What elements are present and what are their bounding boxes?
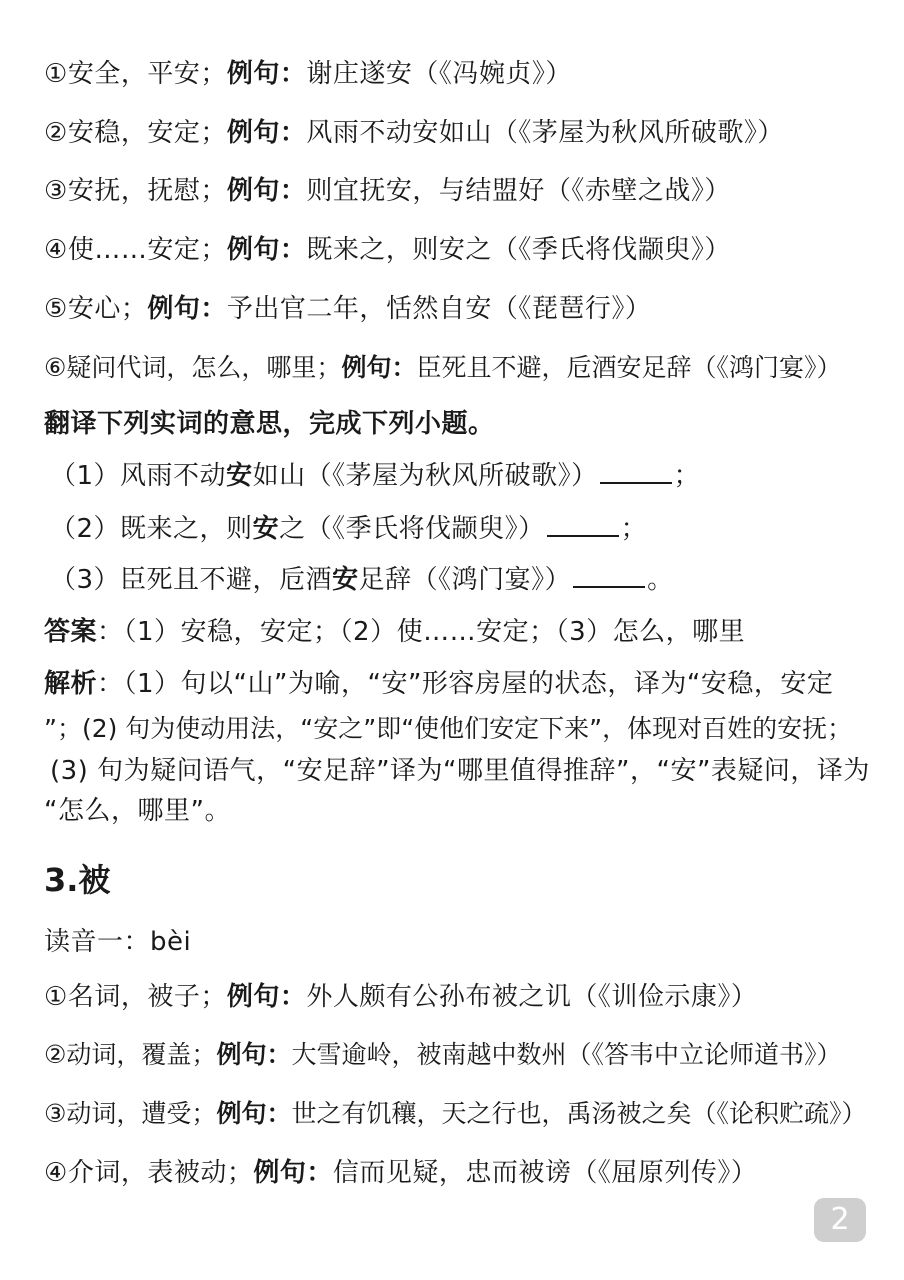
example-label: 例句： (226, 176, 307, 206)
bei-meaning-2 (44, 1035, 841, 1075)
example-text: 予出官二年，恬然自安（《琵琶行》） (226, 294, 652, 324)
meaning-num: ② (44, 1040, 67, 1069)
meaning-def: 动词，覆盖； (66, 1040, 217, 1069)
analysis-text: ：（1）句以“山”为喻，“安”形容房屋的状态，译为“安稳，安定 (97, 669, 834, 699)
meaning-num: ④ (44, 1158, 68, 1188)
exercise-item-1 (50, 456, 700, 496)
example-text: 臣死且不避，卮酒安足辞（《鸿门宴》） (416, 353, 842, 382)
meaning-num: ④ (44, 235, 68, 265)
example-text: 既来之，则安之（《季氏将伐颛臾》） (306, 235, 731, 265)
meaning-num: ① (44, 59, 68, 89)
example-label: 例句： (226, 982, 307, 1012)
meaning-def: 安抚，抚慰； (67, 176, 227, 206)
item-punct: 。 (647, 565, 674, 595)
analysis-line-3: (3) 句为疑问语气，“安足辞”译为“哪里值得推辞”，“安”表疑问，译为 (50, 756, 870, 786)
an-meaning-1 (44, 54, 572, 94)
item-key-word: 安 (252, 514, 280, 544)
answer-blank[interactable] (547, 509, 619, 537)
answer-blank[interactable] (573, 560, 645, 588)
example-label: 例句： (226, 118, 307, 148)
item-key-word: 安 (226, 461, 253, 491)
an-meaning-6 (44, 348, 841, 388)
item-text: 如山（《茅屋为秋风所破歌》） (252, 461, 598, 491)
answer-label: 答案 (44, 617, 98, 647)
meaning-def: 安稳，安定； (67, 118, 227, 148)
item-punct: ； (620, 514, 648, 544)
meaning-def: 名词，被子； (67, 982, 227, 1012)
item-num: （2） (50, 514, 121, 544)
example-label: 例句： (226, 235, 307, 265)
an-meaning-2 (44, 113, 784, 153)
example-label: 例句： (147, 294, 227, 324)
item-text: 既来之，则 (120, 514, 253, 544)
item-text: 风雨不动 (120, 461, 227, 491)
meaning-def: 动词，遭受； (66, 1099, 217, 1128)
meaning-def: 疑问代词，怎么，哪里； (66, 353, 342, 382)
answer-line (44, 612, 745, 652)
item-text: 之（《季氏将伐颛臾》） (279, 514, 545, 544)
item-text: 足辞（《鸿门宴》） (358, 565, 572, 595)
analysis-line-1 (44, 664, 833, 704)
analysis-line-2: ”；(2) 句为使动用法，“安之”即“使他们安定下来”，体现对百姓的安抚； (44, 714, 853, 743)
example-label: 例句： (253, 1158, 333, 1188)
page-number-badge: 2 (814, 1198, 866, 1242)
example-label: 例句： (216, 1040, 292, 1069)
meaning-num: ① (44, 982, 68, 1012)
example-text: 则宜抚安，与结盟好（《赤壁之战》） (306, 176, 731, 206)
meaning-num: ③ (44, 1099, 67, 1128)
answer-blank[interactable] (600, 456, 672, 484)
meaning-def: 安心； (67, 294, 148, 324)
meaning-def: 介词，表被动； (67, 1158, 254, 1188)
meaning-num: ③ (44, 176, 68, 206)
example-text: 大雪逾岭，被南越中数州（《答韦中立论师道书》） (291, 1040, 842, 1069)
example-text: 外人颇有公孙布被之讥（《训俭示康》） (306, 982, 758, 1012)
example-label: 例句： (216, 1099, 292, 1128)
item-num: （1） (50, 461, 121, 491)
analysis-label: 解析 (44, 669, 98, 699)
bei-meaning-3 (44, 1094, 866, 1134)
answer-text: ：（1）安稳，安定；（2）使……安定；（3）怎么，哪里 (97, 617, 746, 647)
item-punct: ； (673, 461, 701, 491)
example-text: 风雨不动安如山（《茅屋为秋风所破歌》） (306, 118, 784, 148)
exercise-item-3 (50, 560, 674, 600)
section-title: 3.被 (44, 861, 111, 899)
example-label: 例句： (226, 59, 307, 89)
reading-line: 读音一：bèi (44, 927, 192, 957)
example-text: 世之有饥穰，天之行也，禹汤被之矣（《论积贮疏》） (291, 1099, 867, 1128)
meaning-num: ⑤ (44, 294, 68, 324)
example-label: 例句： (341, 353, 417, 382)
example-text: 谢庄遂安（《冯婉贞》） (306, 59, 572, 89)
example-text: 信而见疑，忠而被谤（《屈原列传》） (332, 1158, 758, 1188)
meaning-def: 安全，平安； (67, 59, 227, 89)
exercise-item-2 (50, 509, 647, 549)
exercise-instruction: 翻译下列实词的意思，完成下列小题。 (44, 409, 495, 439)
meaning-num: ⑥ (44, 353, 67, 382)
analysis-line-4: “怎么，哪里”。 (44, 796, 231, 826)
meaning-num: ② (44, 118, 68, 148)
an-meaning-5 (44, 289, 651, 329)
item-text: 臣死且不避，卮酒 (120, 565, 333, 595)
an-meaning-4 (44, 230, 731, 270)
meaning-def: 使……安定； (67, 235, 227, 265)
bei-meaning-4 (44, 1153, 757, 1193)
bei-meaning-1 (44, 977, 757, 1017)
an-meaning-3 (44, 171, 731, 211)
item-num: （3） (50, 565, 121, 595)
item-key-word: 安 (332, 565, 359, 595)
